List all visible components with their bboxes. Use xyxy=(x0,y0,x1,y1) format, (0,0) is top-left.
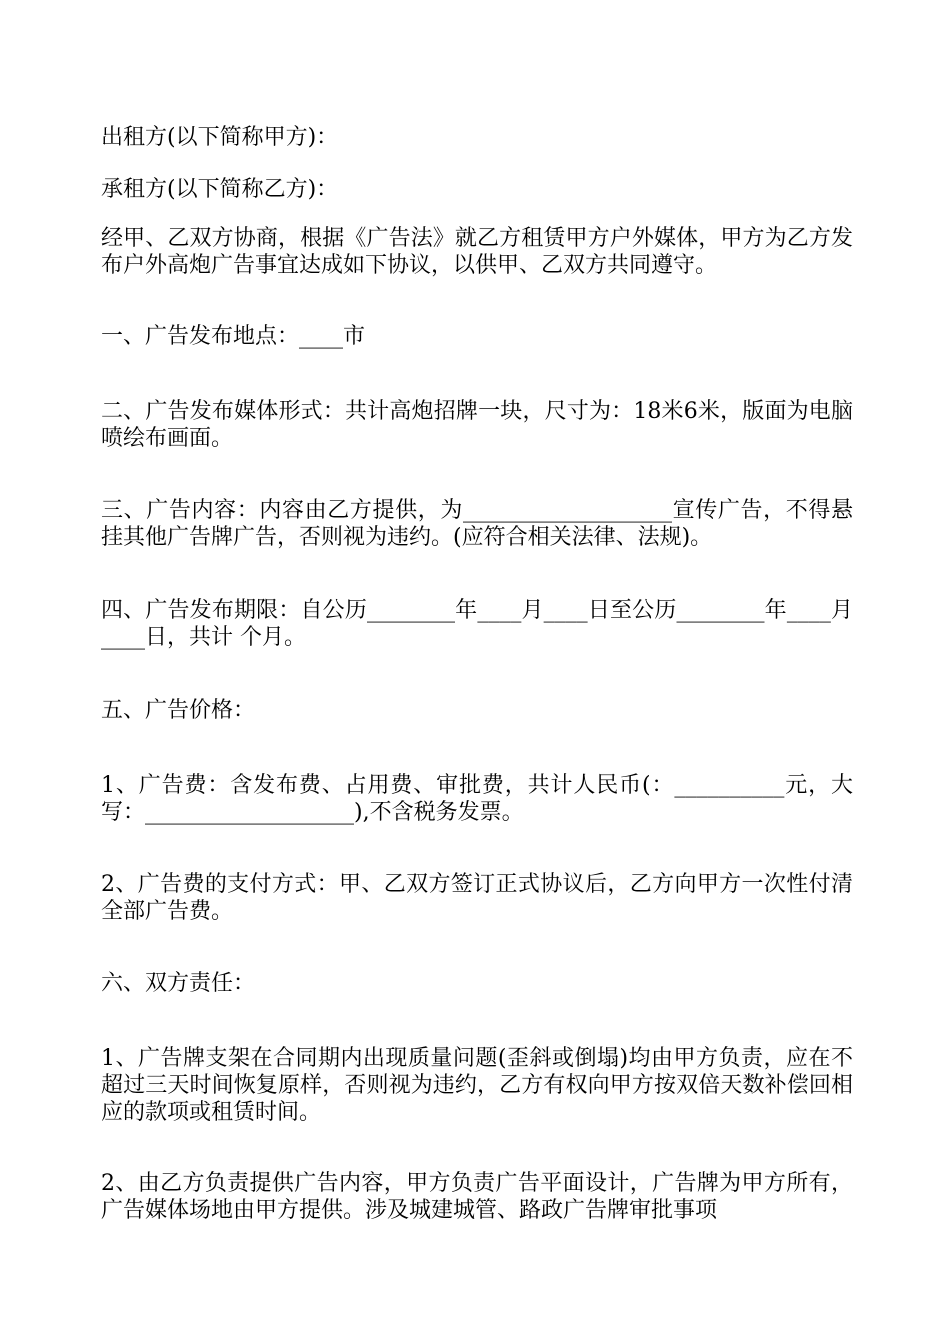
lessor-line: 出租方(以下简称甲方)： xyxy=(101,125,339,150)
clause-6-responsibility-heading: 六、双方责任： xyxy=(101,971,256,996)
clause-3-content: 三、广告内容：内容由乙方提供，为___________________宣传广告，不得悬挂其他广告牌广告，否则视为违约。(应符合相关法律、法规)。 xyxy=(101,498,853,550)
clause-5-2-payment: 2、广告费的支付方式：甲、乙双方签订正式协议后，乙方向甲方一次性付清全部广告费。 xyxy=(101,872,853,924)
clause-1-location: 一、广告发布地点：____市 xyxy=(101,324,366,349)
lessee-line: 承租方(以下简称乙方)： xyxy=(101,177,339,202)
clause-2-media-form: 二、广告发布媒体形式：共计高炮招牌一块，尺寸为：18米6米，版面为电脑喷绘布画面。 xyxy=(101,399,853,451)
clause-5-price-heading: 五、广告价格： xyxy=(101,698,256,723)
clause-5-1-fee: 1、广告费：含发布费、占用费、审批费，共计人民币(：__________元，大写：___________________),不含税务发票。 xyxy=(101,773,853,825)
clause-6-1-structure: 1、广告牌支架在合同期内出现质量问题(歪斜或倒塌)均由甲方负责，应在不超过三天时间恢复原样，否则视为违约，乙方有权向甲方按双倍天数补偿回相应的款项或租赁时间。 xyxy=(101,1046,853,1125)
preamble-paragraph: 经甲、乙双方协商，根据《广告法》就乙方租赁甲方户外媒体，甲方为乙方发布户外高炮广告事宜达成如下协议，以供甲、乙双方共同遵守。 xyxy=(101,226,853,278)
clause-6-2-content-design: 2、由乙方负责提供广告内容，甲方负责广告平面设计，广告牌为甲方所有，广告媒体场地由甲方提供。涉及城建城管、路政广告牌审批事项 xyxy=(101,1171,853,1223)
clause-4-period: 四、广告发布期限：自公历________年____月____日至公历________年____月____日，共计 个月。 xyxy=(101,598,853,650)
